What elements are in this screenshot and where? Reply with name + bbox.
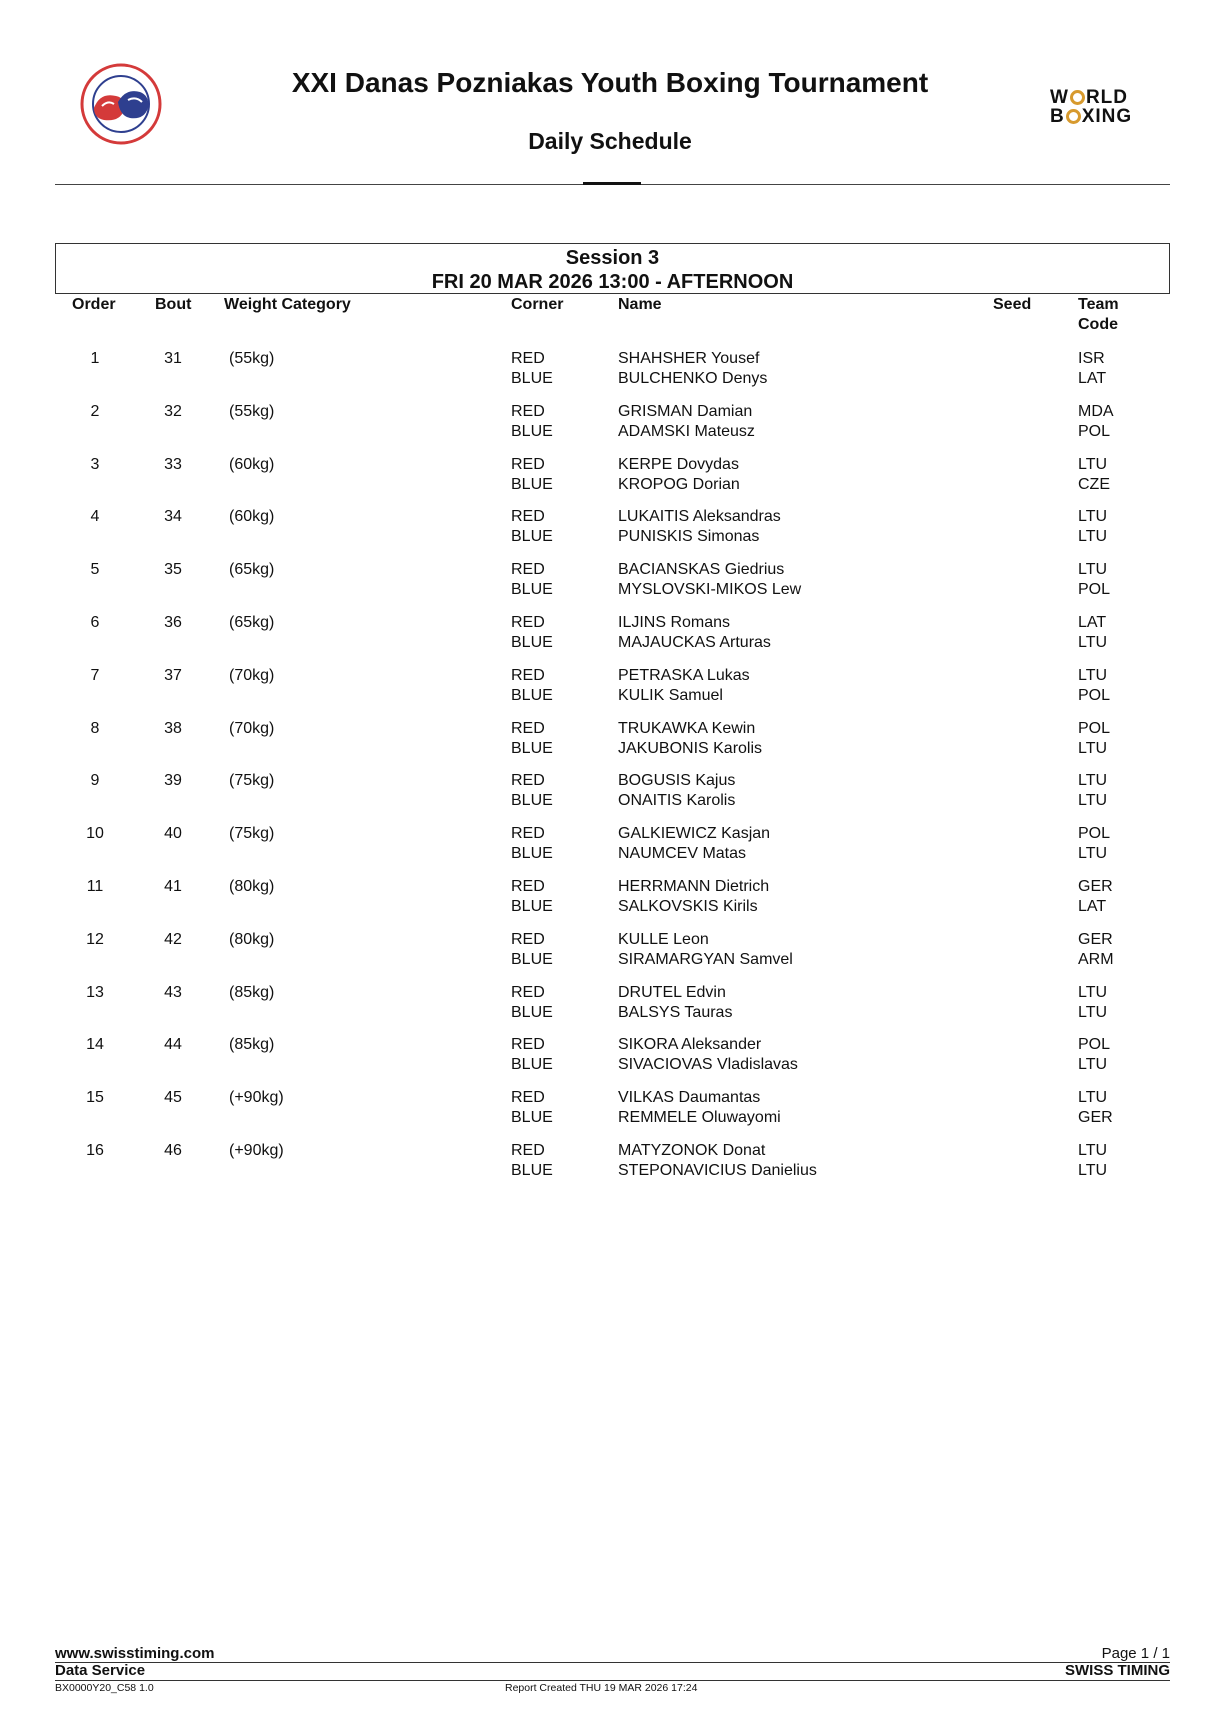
table-row (0, 983, 1220, 1025)
blue-corner-label: BLUE (511, 528, 553, 546)
red-team-code: LTU (1078, 666, 1108, 684)
footer-website: www.swisstiming.com (55, 1645, 215, 1662)
table-row (0, 507, 1220, 549)
weight-category: (70kg) (229, 719, 275, 737)
red-boxer-name: HERRMANN Dietrich (618, 878, 770, 895)
bout-order: 1 (90, 350, 100, 367)
blue-boxer-name: KULIK Samuel (618, 686, 723, 704)
red-corner-label: RED (511, 561, 545, 579)
red-team-code: POL (1078, 825, 1111, 843)
red-boxer-name: MATYZONOK Donat (618, 1142, 766, 1159)
weight-category: (85kg) (229, 983, 275, 1001)
red-corner-label: RED (511, 1089, 545, 1107)
blue-team-code: POL (1078, 422, 1111, 440)
red-boxer-name: GALKIEWICZ Kasjan (618, 825, 771, 843)
blue-corner-label: BLUE (511, 422, 553, 440)
weight-category: (80kg) (229, 878, 275, 895)
red-team-code: POL (1078, 719, 1111, 737)
bout-number: 39 (164, 772, 182, 790)
table-row (0, 1141, 1220, 1183)
blue-team-code: LTU (1078, 1162, 1108, 1179)
blue-corner-label: BLUE (511, 898, 553, 915)
red-corner-label: RED (511, 455, 545, 473)
blue-corner-label: BLUE (511, 1056, 553, 1074)
red-boxer-name: GRISMAN Damian (618, 402, 753, 420)
col-team-line2: Code (1078, 316, 1118, 333)
blue-corner-label: BLUE (511, 1162, 553, 1179)
blue-boxer-name: SIRAMARGYAN Samvel (618, 950, 793, 968)
footer-report-code: BX0000Y20_C58 1.0 (55, 1682, 154, 1694)
blue-corner-label: BLUE (511, 581, 553, 599)
col-order: Order (72, 296, 116, 313)
table-row (0, 1088, 1220, 1130)
bout-order: 14 (86, 1036, 104, 1054)
blue-boxer-name: KROPOG Dorian (618, 475, 740, 493)
bout-number: 45 (164, 1089, 182, 1107)
red-corner-label: RED (511, 772, 545, 790)
table-row (0, 1035, 1220, 1077)
blue-boxer-name: ADAMSKI Mateusz (618, 422, 755, 440)
weight-category: (80kg) (229, 930, 275, 948)
col-corner: Corner (511, 296, 564, 313)
federation-logo-graphic (80, 62, 162, 146)
red-team-code: LTU (1078, 1089, 1108, 1107)
bout-order: 16 (86, 1142, 104, 1159)
blue-corner-label: BLUE (511, 1003, 553, 1021)
blue-team-code: GER (1078, 1109, 1113, 1127)
red-corner-label: RED (511, 878, 545, 895)
table-row (0, 560, 1220, 602)
world-boxing-logo (1050, 88, 1166, 128)
blue-corner-label: BLUE (511, 370, 553, 387)
blue-team-code: LTU (1078, 634, 1108, 651)
blue-boxer-name: JAKUBONIS Karolis (618, 739, 763, 757)
red-boxer-name: LUKAITIS Aleksandras (618, 508, 781, 526)
blue-boxer-name: NAUMCEV Matas (618, 845, 747, 863)
ring-icon (1070, 90, 1085, 105)
blue-boxer-name: MAJAUCKAS Arturas (618, 634, 771, 651)
red-corner-label: RED (511, 402, 545, 420)
bout-number: 43 (164, 983, 182, 1001)
bout-order: 7 (90, 666, 100, 684)
red-corner-label: RED (511, 825, 545, 843)
bout-number: 32 (164, 402, 182, 420)
blue-team-code: CZE (1078, 475, 1110, 493)
table-row (0, 824, 1220, 866)
red-team-code: LTU (1078, 983, 1108, 1001)
blue-corner-label: BLUE (511, 686, 553, 704)
footer-divider (55, 1662, 1170, 1663)
bout-number: 31 (164, 350, 182, 367)
red-boxer-name: ILJINS Romans (618, 614, 731, 631)
blue-team-code: LAT (1078, 370, 1107, 387)
bout-order: 9 (90, 772, 100, 790)
weight-category: (55kg) (229, 402, 275, 420)
blue-corner-label: BLUE (511, 792, 553, 810)
red-boxer-name: PETRASKA Lukas (618, 666, 750, 684)
weight-category: (60kg) (229, 455, 275, 473)
table-row (0, 666, 1220, 708)
red-team-code: MDA (1078, 402, 1114, 420)
red-corner-label: RED (511, 719, 545, 737)
red-team-code: LTU (1078, 561, 1108, 579)
bout-number: 37 (164, 666, 182, 684)
table-row (0, 930, 1220, 972)
bout-order: 15 (86, 1089, 104, 1107)
bout-number: 34 (164, 508, 182, 526)
red-boxer-name: SIKORA Aleksander (618, 1036, 762, 1054)
weight-category: (65kg) (229, 561, 275, 579)
blue-boxer-name: BALSYS Tauras (618, 1003, 733, 1021)
weight-category: (85kg) (229, 1036, 275, 1054)
blue-boxer-name: MYSLOVSKI-MIKOS Lew (618, 581, 802, 599)
red-team-code: LTU (1078, 1142, 1108, 1159)
red-boxer-name: TRUKAWKA Kewin (618, 719, 756, 737)
bout-number: 33 (164, 455, 182, 473)
bout-number: 35 (164, 561, 182, 579)
bout-number: 36 (164, 614, 182, 631)
red-boxer-name: KERPE Dovydas (618, 455, 739, 473)
header-accent-bar (583, 182, 641, 185)
table-row (0, 349, 1220, 391)
weight-category: (75kg) (229, 772, 275, 790)
col-team (1078, 295, 1119, 335)
table-row (0, 719, 1220, 761)
bout-number: 40 (164, 825, 182, 843)
blue-boxer-name: ONAITIS Karolis (618, 792, 736, 810)
blue-team-code: ARM (1078, 950, 1114, 968)
bout-order: 11 (86, 878, 104, 895)
col-name: Name (618, 296, 662, 313)
wb-logo-xing: XING (1081, 106, 1133, 127)
blue-boxer-name: SIVACIOVAS Vladislavas (618, 1056, 798, 1074)
blue-team-code: LTU (1078, 1003, 1108, 1021)
bout-order: 2 (90, 402, 100, 420)
footer-service: Data Service (55, 1662, 146, 1679)
weight-category: (55kg) (229, 350, 275, 367)
federation-logo (80, 62, 162, 146)
weight-category: (+90kg) (229, 1089, 284, 1107)
blue-corner-label: BLUE (511, 950, 553, 968)
blue-team-code: POL (1078, 686, 1111, 704)
table-row (0, 402, 1220, 444)
page-title: XXI Danas Pozniakas Youth Boxing Tournament (291, 67, 929, 98)
table-row (0, 455, 1220, 497)
wb-logo-b: B (1050, 106, 1065, 127)
red-corner-label: RED (511, 508, 545, 526)
footer-page-number: Page 1 / 1 (1101, 1645, 1170, 1662)
red-team-code: GER (1078, 930, 1113, 948)
bout-order: 12 (86, 930, 104, 948)
ring-icon (1066, 109, 1081, 124)
weight-category: (60kg) (229, 508, 275, 526)
weight-category: (75kg) (229, 825, 275, 843)
red-corner-label: RED (511, 930, 545, 948)
red-boxer-name: VILKAS Daumantas (618, 1089, 761, 1107)
session-title: Session 3 (565, 247, 660, 269)
table-row (0, 877, 1220, 919)
footer-brand: SWISS TIMING (1065, 1662, 1170, 1679)
red-team-code: LTU (1078, 455, 1108, 473)
blue-boxer-name: SALKOVSKIS Kirils (618, 898, 758, 915)
blue-boxer-name: PUNISKIS Simonas (618, 528, 760, 546)
red-team-code: ISR (1078, 350, 1105, 367)
blue-team-code: LTU (1078, 739, 1108, 757)
blue-team-code: POL (1078, 581, 1111, 599)
red-boxer-name: BACIANSKAS Giedrius (618, 561, 785, 579)
blue-corner-label: BLUE (511, 634, 553, 651)
red-team-code: LAT (1078, 614, 1107, 631)
bout-number: 46 (164, 1142, 182, 1159)
bout-order: 5 (90, 561, 100, 579)
bout-number: 38 (164, 719, 182, 737)
bout-order: 13 (86, 983, 104, 1001)
footer-report-created: Report Created THU 19 MAR 2026 17:24 (505, 1682, 698, 1694)
bout-order: 10 (86, 825, 104, 843)
blue-team-code: LTU (1078, 1056, 1108, 1074)
col-weight: Weight Category (224, 296, 351, 313)
red-corner-label: RED (511, 1036, 545, 1054)
blue-boxer-name: STEPONAVICIUS Danielius (618, 1162, 817, 1179)
bout-order: 8 (90, 719, 100, 737)
red-boxer-name: SHAHSHER Yousef (618, 350, 760, 367)
blue-team-code: LTU (1078, 845, 1108, 863)
red-boxer-name: KULLE Leon (618, 930, 709, 948)
weight-category: (65kg) (229, 614, 275, 631)
blue-boxer-name: BULCHENKO Denys (618, 370, 768, 387)
red-team-code: LTU (1078, 772, 1108, 790)
red-team-code: LTU (1078, 508, 1108, 526)
blue-corner-label: BLUE (511, 845, 553, 863)
red-corner-label: RED (511, 614, 545, 631)
red-corner-label: RED (511, 666, 545, 684)
col-seed: Seed (993, 296, 1032, 313)
bout-order: 4 (90, 508, 100, 526)
wb-logo-rld: RLD (1085, 87, 1128, 108)
blue-corner-label: BLUE (511, 475, 553, 493)
red-corner-label: RED (511, 983, 545, 1001)
session-date: FRI 20 MAR 2026 13:00 - AFTERNOON (431, 271, 794, 293)
red-corner-label: RED (511, 350, 545, 367)
table-row (0, 613, 1220, 655)
page-subtitle: Daily Schedule (528, 128, 692, 154)
weight-category: (+90kg) (229, 1142, 284, 1159)
blue-corner-label: BLUE (511, 739, 553, 757)
red-team-code: GER (1078, 878, 1113, 895)
blue-team-code: LAT (1078, 898, 1107, 915)
bout-number: 44 (164, 1036, 182, 1054)
bout-order: 6 (90, 614, 100, 631)
bout-order: 3 (90, 455, 100, 473)
blue-team-code: LTU (1078, 792, 1108, 810)
red-boxer-name: BOGUSIS Kajus (618, 772, 736, 790)
bout-number: 42 (164, 930, 182, 948)
col-team-line1: Team (1078, 296, 1119, 313)
red-boxer-name: DRUTEL Edvin (618, 983, 726, 1001)
wb-logo-w: W (1050, 87, 1069, 108)
blue-boxer-name: REMMELE Oluwayomi (618, 1109, 781, 1127)
weight-category: (70kg) (229, 666, 275, 684)
table-row (0, 771, 1220, 813)
blue-team-code: LTU (1078, 528, 1108, 546)
footer-divider (55, 1680, 1170, 1681)
red-corner-label: RED (511, 1142, 545, 1159)
bout-number: 41 (164, 878, 182, 895)
red-team-code: POL (1078, 1036, 1111, 1054)
blue-corner-label: BLUE (511, 1109, 553, 1127)
col-bout: Bout (155, 296, 192, 313)
